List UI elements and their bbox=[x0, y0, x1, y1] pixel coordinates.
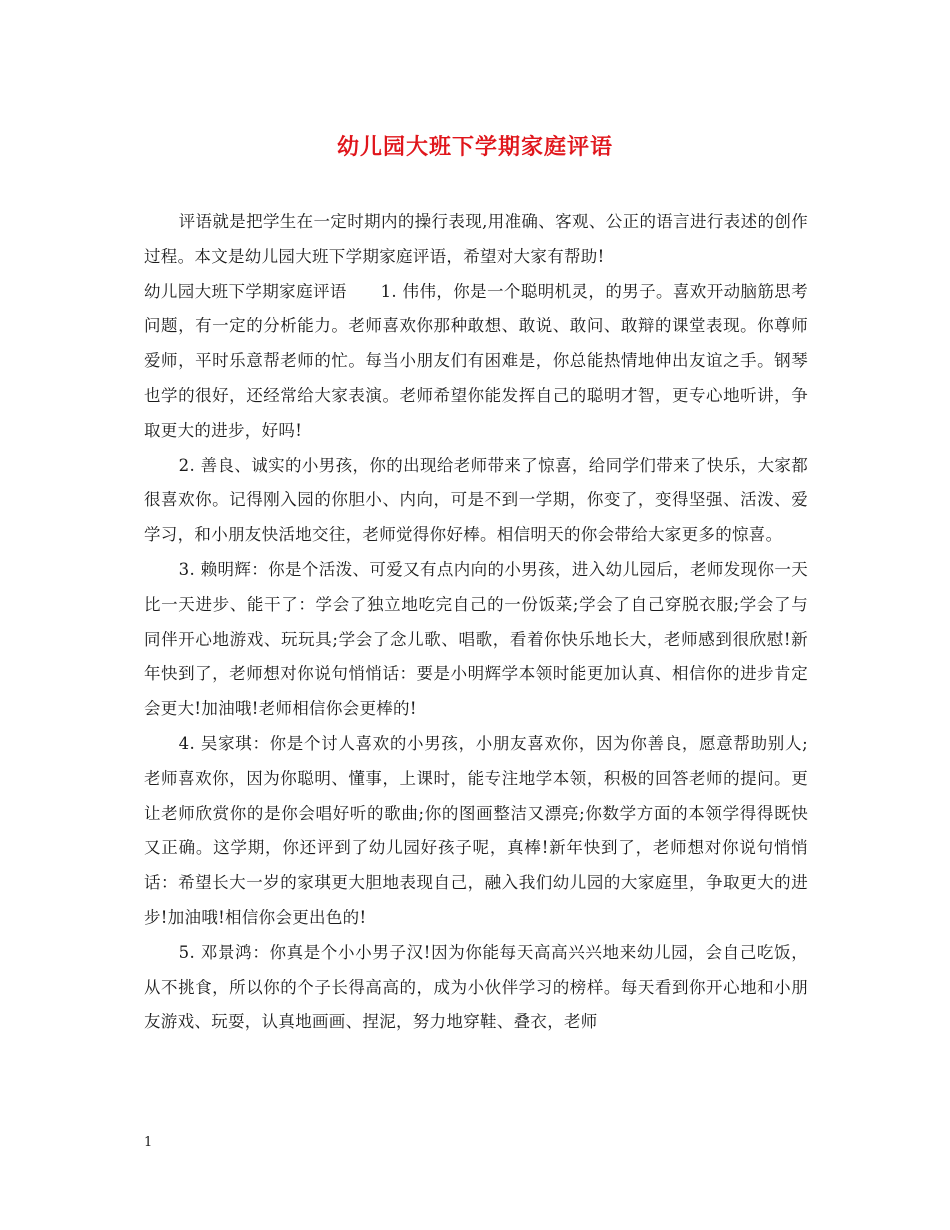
comment-paragraph-2: 2. 善良、诚实的小男孩，你的出现给老师带来了惊喜，给同学们带来了快乐，大家都很喜欢你。记得刚入园的你胆小、内向，可是不到一学期，你变了，变得坚强、活泼、爱学习，和小朋友快活地交往，老师觉得你好棒。相信明天的你会带给大家更多的惊喜。 bbox=[144, 455, 808, 545]
comment-paragraph-5: 5. 邓景鸿：你真是个小小男子汉!因为你能每天高高兴兴地来幼儿园，会自己吃饭，从不挑食，所以你的个子长得高高的，成为小伙伴学习的榜样。每天看到你开心地和小朋友游戏、玩耍，认真地画画、捏泥，努力地穿鞋、叠衣，老师 bbox=[144, 942, 808, 1032]
comment-paragraph-1: 幼儿园大班下学期家庭评语 1. 伟伟，你是一个聪明机灵，的男子。喜欢开动脑筋思考问题，有一定的分析能力。老师喜欢你那种敢想、敢说、敢问、敢辩的课堂表现。你尊师爱师，平时乐意帮老师的忙。每当小朋友们有困难是，你总能热情地伸出友谊之手。钢琴也学的很好，还经常给大家表演。老师希望你能发挥自己的聪明才智，更专心地听讲，争取更大的进步，好吗! bbox=[144, 281, 808, 440]
document-title: 幼儿园大班下学期家庭评语 bbox=[336, 134, 613, 160]
comment-paragraph-4: 4. 吴家琪：你是个讨人喜欢的小男孩，小朋友喜欢你，因为你善良，愿意帮助别人;老师喜欢你，因为你聪明、懂事，上课时，能专注地学本领，积极的回答老师的提问。更让老师欣赏你的是你会唱好听的歌曲;你的图画整洁又漂亮;你数学方面的本领学得得既快又正确。这学期，你还评到了幼儿园好孩子呢，真棒!新年快到了，老师想对你说句悄悄话：希望长大一岁的家琪更大胆地表现自己，融入我们幼儿园的大家庭里，争取更大的进步!加油哦!相信你会更出色的! bbox=[144, 733, 808, 927]
document-body bbox=[144, 205, 808, 1040]
page-number: 1 bbox=[144, 1135, 153, 1150]
comment-paragraph-3: 3. 赖明辉：你是个活泼、可爱又有点内向的小男孩，进入幼儿园后，老师发现你一天比一天进步、能干了：学会了独立地吃完自己的一份饭菜;学会了自己穿脱衣服;学会了与同伴开心地游戏、玩玩具;学会了念儿歌、唱歌，看着你快乐地长大，老师感到很欣慰!新年快到了，老师想对你说句悄悄话：要是小明辉学本领时能更加认真、相信你的进步肯定会更大!加油哦!老师相信你会更棒的! bbox=[144, 559, 808, 719]
intro-paragraph: 评语就是把学生在一定时期内的操行表现,用准确、客观、公正的语言进行表述的创作过程。本文是幼儿园大班下学期家庭评语，希望对大家有帮助! bbox=[144, 212, 808, 266]
